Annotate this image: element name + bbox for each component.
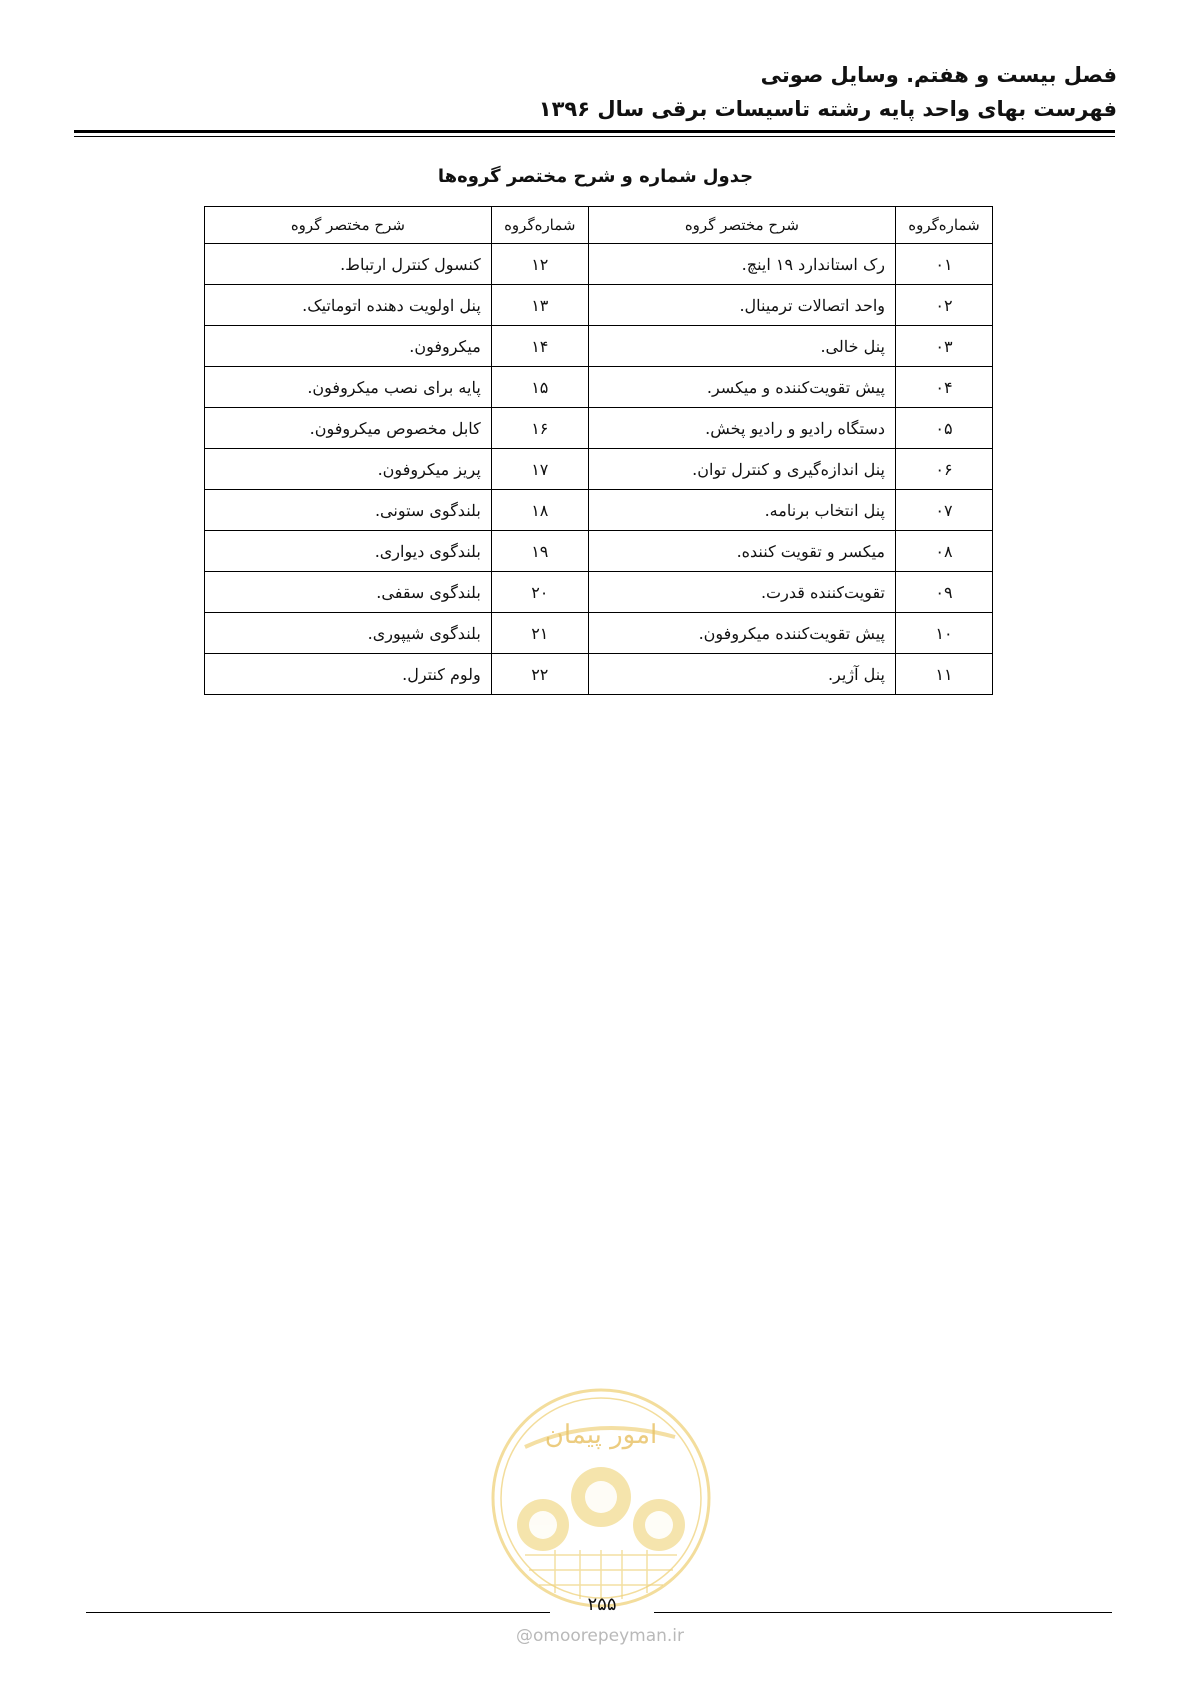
- chapter-title: فصل بیست و هفتم. وسایل صوتی: [760, 63, 1117, 87]
- table-row: [205, 285, 993, 326]
- table-row: [205, 408, 993, 449]
- group-description-cell: رک استاندارد ۱۹ اینچ.: [588, 244, 895, 285]
- group-number-cell: ۱۲: [491, 244, 588, 285]
- group-description-cell: میکروفون.: [205, 326, 492, 367]
- table-title: جدول شماره و شرح مختصر گروه‌ها: [437, 166, 754, 187]
- column-header-group-description-1: شرح مختصر گروه: [588, 207, 895, 244]
- group-description-cell: کنسول کنترل ارتباط.: [205, 244, 492, 285]
- group-number-cell: ۰۵: [896, 408, 993, 449]
- group-number-cell: ۱۷: [491, 449, 588, 490]
- column-header-group-number-1: شماره‌گروه: [896, 207, 993, 244]
- omoorepeyman-logo-watermark: [485, 1385, 717, 1611]
- group-number-cell: ۰۱: [896, 244, 993, 285]
- group-number-cell: ۰۲: [896, 285, 993, 326]
- group-description-cell: پیش تقویت‌کننده میکروفون.: [588, 613, 895, 654]
- group-number-cell: ۱۳: [491, 285, 588, 326]
- table-row: [205, 367, 993, 408]
- column-header-group-number-2: شماره‌گروه: [491, 207, 588, 244]
- group-description-cell: پنل انتخاب برنامه.: [588, 490, 895, 531]
- group-number-cell: ۰۳: [896, 326, 993, 367]
- group-description-cell: میکسر و تقویت کننده.: [588, 531, 895, 572]
- table-row: [205, 244, 993, 285]
- table-body: [205, 244, 993, 695]
- group-number-cell: ۰۸: [896, 531, 993, 572]
- group-description-cell: پریز میکروفون.: [205, 449, 492, 490]
- group-number-cell: ۲۲: [491, 654, 588, 695]
- group-description-cell: تقویت‌کننده قدرت.: [588, 572, 895, 613]
- group-description-cell: ولوم کنترل.: [205, 654, 492, 695]
- page-header: [77, 58, 1117, 126]
- page-number: ۲۵۵: [587, 1594, 617, 1615]
- table-row: [205, 572, 993, 613]
- group-description-cell: بلندگوی دیواری.: [205, 531, 492, 572]
- watermark-url: @omoorepeyman.ir: [515, 1626, 685, 1646]
- group-number-cell: ۱۴: [491, 326, 588, 367]
- table-header-row: [205, 207, 993, 244]
- group-number-cell: ۰۹: [896, 572, 993, 613]
- group-description-cell: پنل اندازه‌گیری و کنترل توان.: [588, 449, 895, 490]
- group-description-cell: کابل مخصوص میکروفون.: [205, 408, 492, 449]
- table-row: [205, 654, 993, 695]
- group-number-cell: ۰۴: [896, 367, 993, 408]
- header-rule-thick: [74, 130, 1115, 133]
- group-description-cell: واحد اتصالات ترمینال.: [588, 285, 895, 326]
- group-number-cell: ۰۶: [896, 449, 993, 490]
- table-row: [205, 531, 993, 572]
- table-row: [205, 326, 993, 367]
- group-number-cell: ۱۸: [491, 490, 588, 531]
- group-description-cell: بلندگوی سقفی.: [205, 572, 492, 613]
- table-row: [205, 490, 993, 531]
- group-description-cell: بلندگوی ستونی.: [205, 490, 492, 531]
- group-description-cell: پنل اولویت دهنده اتوماتیک.: [205, 285, 492, 326]
- group-description-cell: پیش تقویت‌کننده و میکسر.: [588, 367, 895, 408]
- group-number-cell: ۱۰: [896, 613, 993, 654]
- header-rule-thin: [74, 136, 1115, 137]
- group-description-cell: پنل آژیر.: [588, 654, 895, 695]
- column-header-group-description-2: شرح مختصر گروه: [205, 207, 492, 244]
- group-number-cell: ۱۱: [896, 654, 993, 695]
- group-description-cell: دستگاه رادیو و رادیو پخش.: [588, 408, 895, 449]
- group-description-cell: بلندگوی شیپوری.: [205, 613, 492, 654]
- group-number-cell: ۲۰: [491, 572, 588, 613]
- group-number-cell: ۲۱: [491, 613, 588, 654]
- group-description-cell: پنل خالی.: [588, 326, 895, 367]
- groups-table: [204, 206, 993, 695]
- group-number-cell: ۱۵: [491, 367, 588, 408]
- group-description-cell: پایه برای نصب میکروفون.: [205, 367, 492, 408]
- group-number-cell: ۰۷: [896, 490, 993, 531]
- footer-rule-right: [654, 1612, 1112, 1613]
- logo-text: امور پیمان: [544, 1420, 658, 1450]
- table-row: [205, 449, 993, 490]
- footer-rule-left: [86, 1612, 550, 1613]
- table-row: [205, 613, 993, 654]
- group-number-cell: ۱۹: [491, 531, 588, 572]
- document-title: فهرست بهای واحد پایه رشته تاسیسات برقی سال ۱۳۹۶: [538, 97, 1117, 121]
- group-number-cell: ۱۶: [491, 408, 588, 449]
